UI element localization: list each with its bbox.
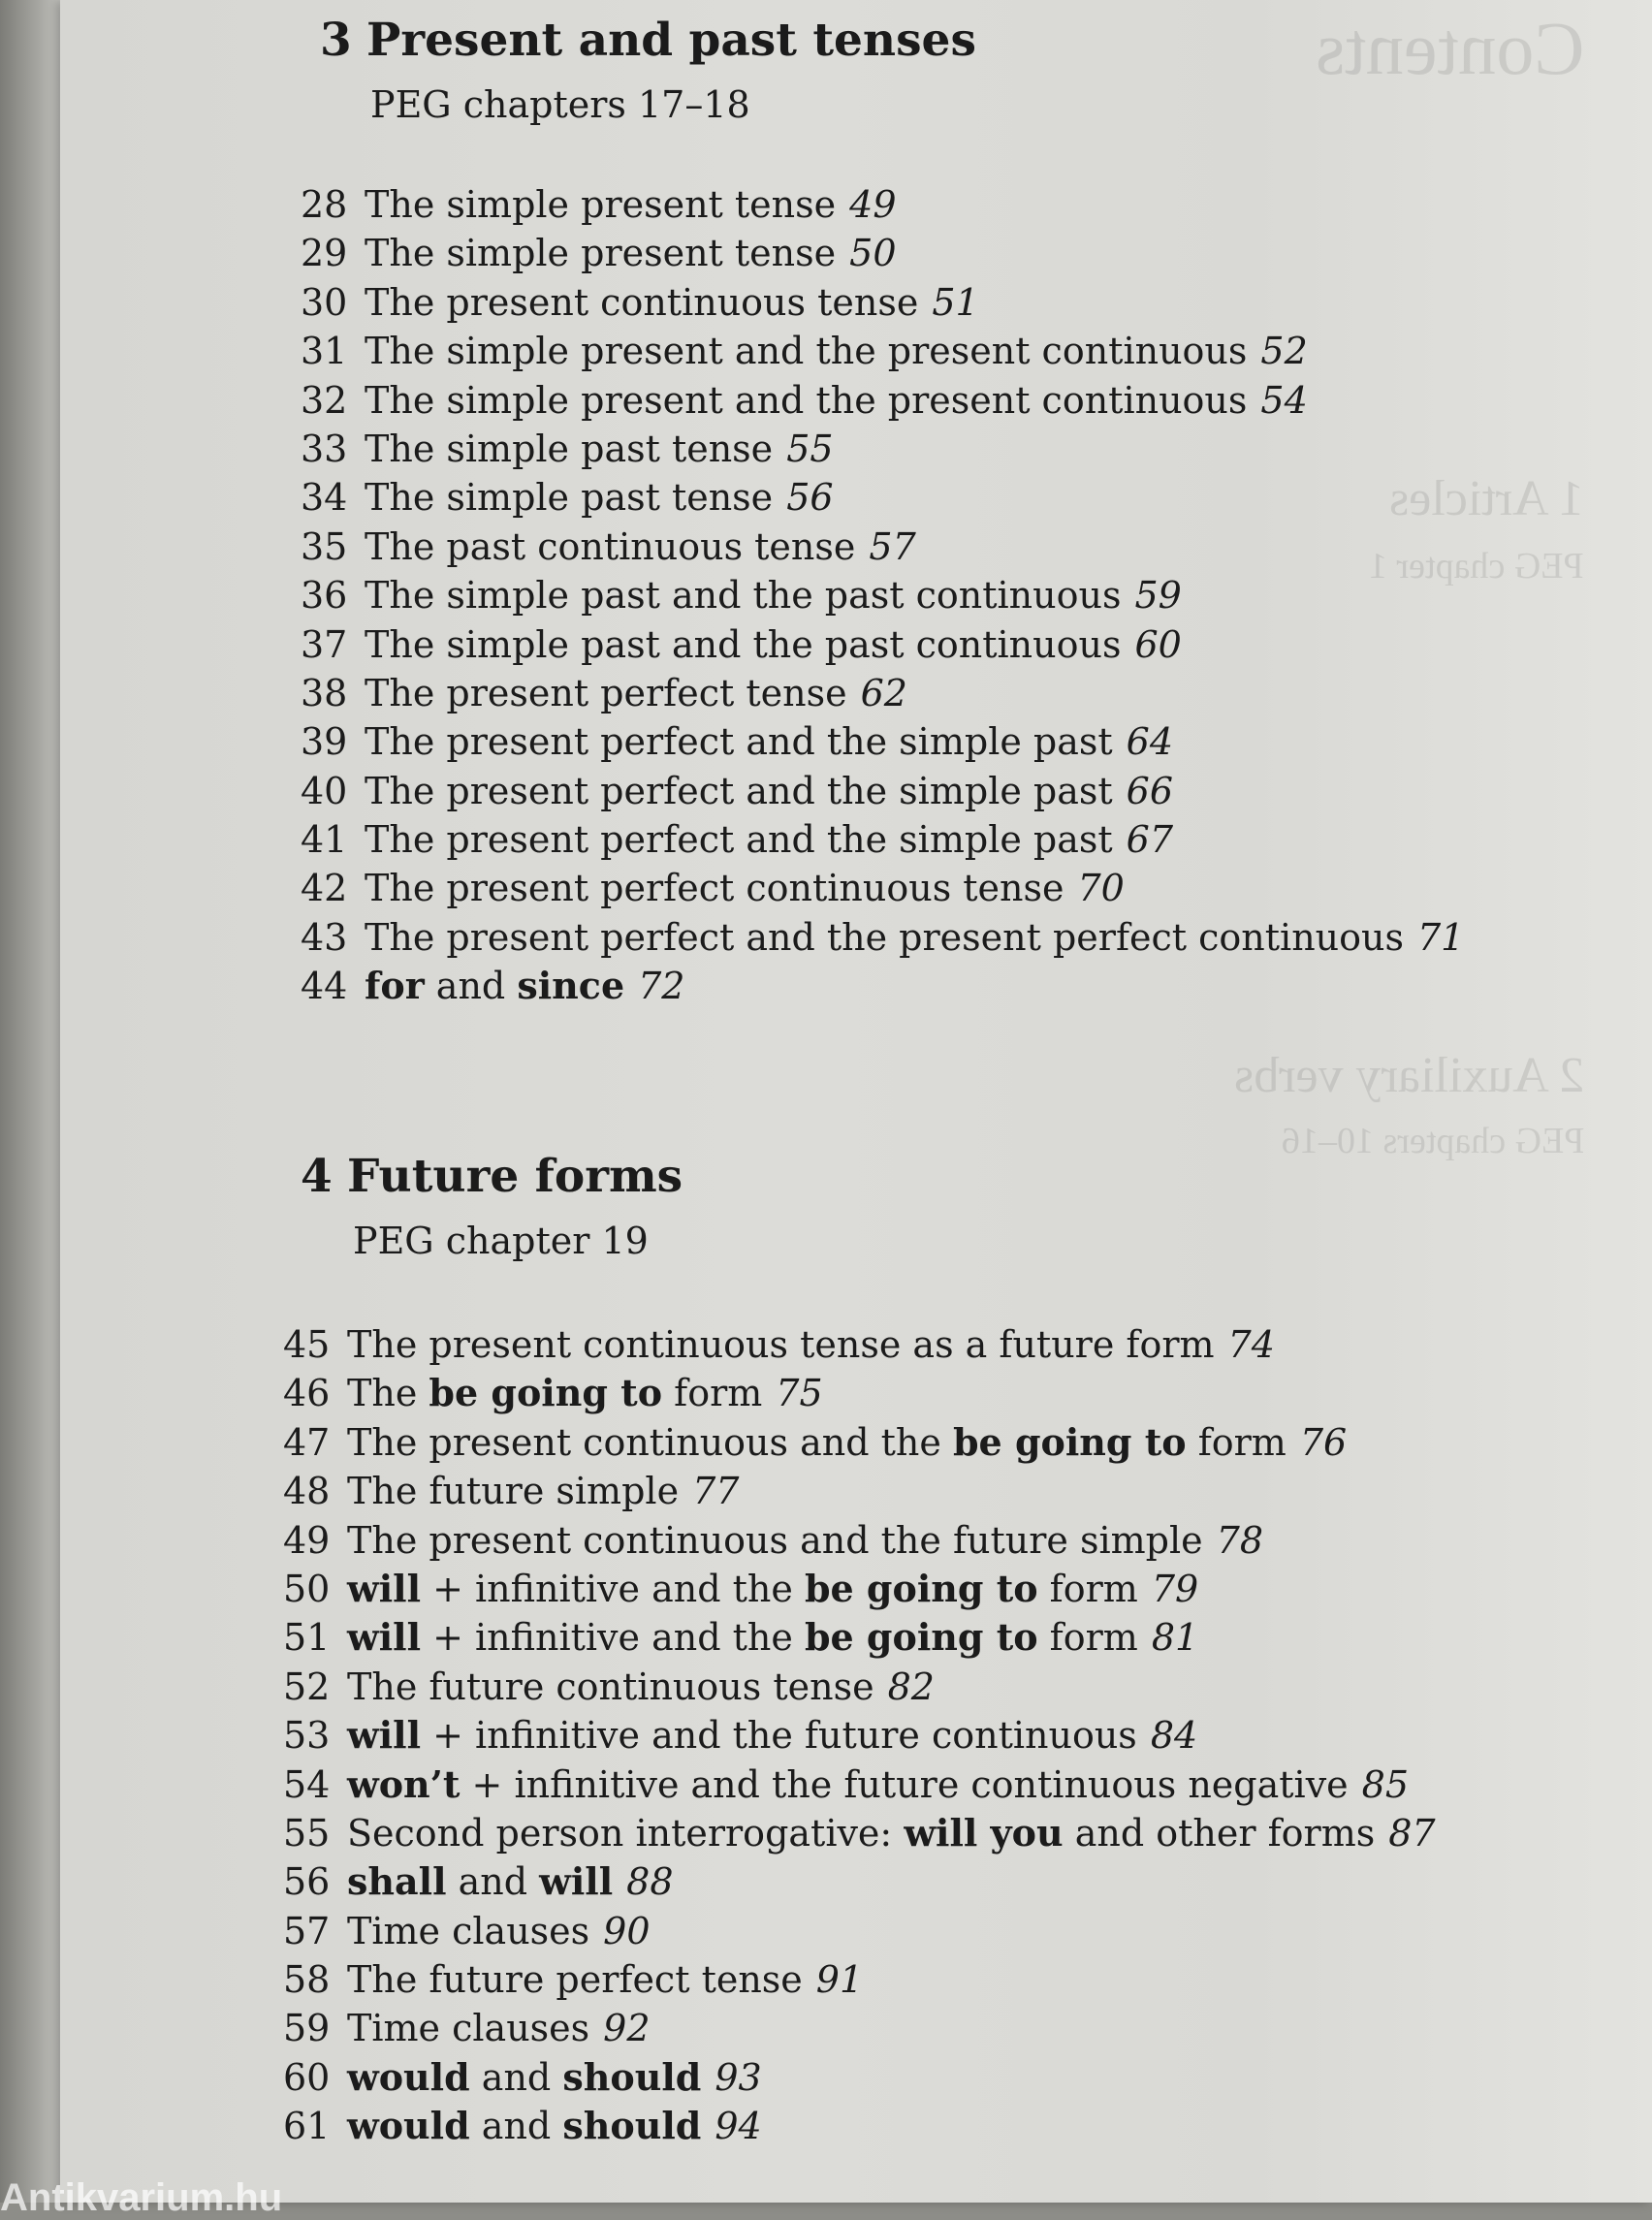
entry-number: 39 <box>301 720 348 764</box>
entry-number: 37 <box>301 622 348 666</box>
entry-number: 31 <box>301 330 348 373</box>
toc-entry <box>301 523 1464 571</box>
entry-title-part: The simple present and the present continuous <box>365 378 1248 422</box>
entry-title-part: The present continuous and the <box>347 1420 953 1464</box>
entry-number: 40 <box>301 769 348 812</box>
toc-entry <box>283 1809 1436 1857</box>
entry-page-number: 81 <box>1151 1616 1199 1660</box>
entry-title <box>365 916 1404 959</box>
entry-page-number: 51 <box>932 280 979 324</box>
entry-page-number: 59 <box>1134 574 1182 618</box>
entry-page-number: 54 <box>1260 378 1308 422</box>
bleed-through-section1-sub: PEG chapter 1 <box>1369 546 1584 587</box>
entry-page-number: 93 <box>715 2055 762 2099</box>
entry-page-number: 90 <box>603 1909 651 1952</box>
entry-page-number: 62 <box>860 671 907 714</box>
entry-page-number: 91 <box>815 1958 864 2002</box>
entry-title-part: form <box>1037 1567 1138 1610</box>
entry-page-number: 84 <box>1150 1714 1198 1758</box>
section-4-title: Future forms <box>347 1150 683 1203</box>
entry-title <box>347 2105 701 2147</box>
entry-number: 53 <box>283 1714 331 1758</box>
toc-entry <box>301 913 1464 962</box>
entry-title <box>365 232 836 274</box>
entry-title-part: + infinitive and the <box>421 1567 805 1610</box>
entry-title <box>365 428 773 470</box>
entry-title <box>365 525 855 568</box>
entry-page-number: 77 <box>692 1470 740 1513</box>
entry-page-number: 75 <box>776 1372 823 1415</box>
toc-entry <box>283 1955 1436 2004</box>
entry-title-part: and <box>446 1860 540 1904</box>
bleed-through-section2-sub: PEG chapters 10–16 <box>1281 1121 1584 1161</box>
toc-entry <box>283 1565 1436 1613</box>
entry-title <box>365 379 1247 422</box>
entry-number: 52 <box>283 1665 331 1708</box>
entry-title <box>365 818 1113 861</box>
entry-number: 49 <box>283 1518 331 1562</box>
entry-page-number: 70 <box>1077 867 1125 910</box>
entry-number: 56 <box>283 1860 331 1904</box>
entry-title-part: would <box>347 2054 470 2099</box>
entry-title-part: The future simple <box>347 1470 680 1513</box>
entry-title-part: The simple present tense <box>365 183 837 226</box>
watermark: Antikvarium.hu <box>0 2176 283 2219</box>
entry-title-part: form <box>1186 1420 1287 1464</box>
toc-entry <box>283 1516 1436 1565</box>
entry-title-part: will <box>347 1713 422 1758</box>
entry-title-part: + infinitive and the <box>421 1616 805 1660</box>
entry-title <box>347 1568 1138 1610</box>
entry-title <box>365 281 918 324</box>
entry-title <box>365 965 624 1007</box>
section-3-subtitle: PEG chapters 17–18 <box>370 83 750 126</box>
entry-number: 32 <box>301 378 348 422</box>
toc-entry <box>283 1467 1436 1515</box>
entry-title-part: Time clauses <box>347 2007 590 2050</box>
entry-title-part: The simple present and the present continuous <box>365 330 1248 373</box>
entry-title <box>347 1470 679 1512</box>
entry-title-part: would <box>347 2104 470 2148</box>
section-3-number: 3 <box>320 14 352 67</box>
entry-title <box>365 574 1121 617</box>
toc-entry <box>301 278 1464 327</box>
entry-number: 54 <box>283 1762 331 1806</box>
entry-number: 33 <box>301 427 348 470</box>
entry-number: 30 <box>301 280 348 324</box>
entry-page-number: 49 <box>849 183 897 226</box>
entry-title-part: won’t <box>347 1761 461 1806</box>
toc-entry <box>283 1369 1436 1417</box>
bleed-through-section2: 2 Auxiliary verbs <box>1233 1048 1584 1103</box>
entry-number: 48 <box>283 1470 331 1513</box>
toc-entry <box>283 1663 1436 1711</box>
entry-title-part: Second person interrogative: <box>347 1811 905 1855</box>
toc-entry <box>301 669 1464 717</box>
entry-page-number: 92 <box>603 2007 651 2050</box>
entry-title-part: shall <box>347 1859 447 1904</box>
entry-title-part: + infinitive and the future continuous <box>421 1714 1137 1758</box>
entry-title <box>347 1763 1349 1806</box>
entry-number: 51 <box>283 1616 331 1660</box>
toc-entry <box>301 376 1464 425</box>
entry-title-part: The simple past and the past continuous <box>365 622 1122 666</box>
entry-title-part: The past continuous tense <box>365 524 856 568</box>
entry-number: 46 <box>283 1372 331 1415</box>
entry-page-number: 66 <box>1126 769 1174 812</box>
entry-number: 55 <box>283 1811 331 1855</box>
entry-title-part: The simple past tense <box>365 476 774 520</box>
toc-entry <box>301 473 1464 522</box>
toc-entry <box>301 425 1464 473</box>
entry-page-number: 55 <box>786 427 834 470</box>
entry-number: 47 <box>283 1420 331 1464</box>
entry-title-part: + infinitive and the future continuous negative <box>460 1762 1349 1806</box>
entry-page-number: 67 <box>1126 818 1174 862</box>
toc-entry <box>301 864 1464 912</box>
entry-title-part: The future continuous tense <box>347 1665 874 1708</box>
entry-title-part: The simple past tense <box>365 427 774 470</box>
entry-title-part: Time clauses <box>347 1909 590 1952</box>
entry-number: 58 <box>283 1958 331 2002</box>
toc-entry <box>283 1418 1436 1467</box>
entry-title-part: will <box>539 1859 614 1904</box>
entry-page-number: 74 <box>1227 1323 1275 1366</box>
toc-entry <box>301 229 1464 277</box>
section-3-heading <box>320 14 976 67</box>
entry-title-part: should <box>562 2104 702 2148</box>
entry-title-part: be going to <box>804 1615 1038 1660</box>
entry-page-number: 85 <box>1361 1762 1410 1806</box>
bleed-through-contents: Contents <box>1315 6 1584 90</box>
entry-page-number: 50 <box>849 232 897 275</box>
entry-title <box>365 476 773 519</box>
entry-title-part: The present perfect and the simple past <box>365 720 1113 764</box>
entry-number: 42 <box>301 867 348 910</box>
section-3-entries <box>301 180 1464 1011</box>
entry-title <box>365 770 1113 812</box>
section-4-entries <box>283 1320 1436 2151</box>
entry-page-number: 87 <box>1388 1811 1436 1855</box>
entry-page-number: 79 <box>1151 1567 1199 1610</box>
entry-title <box>365 867 1064 909</box>
entry-title <box>347 1665 874 1708</box>
entry-number: 28 <box>301 183 348 226</box>
entry-title-part: be going to <box>952 1419 1187 1464</box>
entry-title-part: The present perfect and the present perfect continuous <box>365 915 1404 959</box>
entry-number: 34 <box>301 476 348 520</box>
entry-title-part: since <box>517 964 625 1008</box>
entry-number: 61 <box>283 2105 331 2148</box>
entry-title-part: The present perfect and the simple past <box>365 769 1113 812</box>
toc-entry <box>283 1907 1436 1955</box>
entry-number: 59 <box>283 2007 331 2050</box>
entry-title <box>365 183 836 226</box>
entry-number: 35 <box>301 524 348 568</box>
entry-title-part: form <box>662 1372 763 1415</box>
entry-title <box>365 330 1247 372</box>
toc-entry <box>283 2053 1436 2102</box>
entry-title <box>347 2007 589 2049</box>
entry-title-part: The present continuous tense <box>365 280 919 324</box>
entry-page-number: 82 <box>887 1665 935 1708</box>
entry-number: 43 <box>301 915 348 959</box>
entry-title-part: The present perfect continuous tense <box>365 867 1064 910</box>
entry-page-number: 94 <box>715 2105 762 2148</box>
entry-title <box>347 2056 701 2099</box>
entry-title <box>347 1323 1215 1366</box>
entry-number: 60 <box>283 2055 331 2099</box>
entry-number: 45 <box>283 1323 331 1366</box>
toc-entry <box>283 2004 1436 2052</box>
entry-title-part: The <box>347 1372 429 1415</box>
entry-number: 50 <box>283 1567 331 1610</box>
entry-title-part: be going to <box>804 1566 1038 1610</box>
entry-page-number: 78 <box>1216 1518 1263 1562</box>
toc-entry <box>301 620 1464 669</box>
entry-title-part: will <box>347 1615 422 1660</box>
entry-title <box>365 623 1121 666</box>
entry-title-part: be going to <box>429 1371 663 1415</box>
toc-entry <box>301 180 1464 229</box>
entry-page-number: 52 <box>1260 330 1308 373</box>
entry-number: 57 <box>283 1909 331 1952</box>
background-left-edge <box>0 0 68 2203</box>
entry-title-part: and <box>469 2055 563 2099</box>
entry-title-part: The future perfect tense <box>347 1958 803 2002</box>
entry-page-number: 72 <box>638 965 685 1008</box>
entry-title <box>347 1519 1203 1562</box>
entry-title <box>347 1421 1287 1464</box>
entry-title-part: and <box>424 965 518 1008</box>
entry-title <box>347 1812 1375 1855</box>
toc-entry <box>283 2102 1436 2150</box>
entry-title-part: and other forms <box>1063 1811 1376 1855</box>
toc-entry <box>301 962 1464 1010</box>
bleed-through-section1: 1 Articles <box>1389 471 1584 526</box>
entry-title-part: The simple past and the past continuous <box>365 574 1122 618</box>
toc-entry <box>283 1613 1436 1662</box>
entry-title <box>347 1958 803 2001</box>
entry-page-number: 60 <box>1134 622 1182 666</box>
entry-number: 38 <box>301 671 348 714</box>
toc-entry <box>301 327 1464 375</box>
entry-title-part: for <box>365 964 425 1008</box>
entry-number: 36 <box>301 574 348 618</box>
entry-page-number: 88 <box>626 1860 674 1904</box>
entry-title-part: The simple present tense <box>365 232 837 275</box>
toc-entry <box>301 815 1464 864</box>
entry-title <box>347 1372 762 1414</box>
entry-page-number: 71 <box>1417 915 1465 959</box>
entry-title <box>347 1616 1138 1659</box>
entry-title <box>347 1860 613 1903</box>
entry-title-part: The present perfect and the simple past <box>365 818 1113 862</box>
section-3-title: Present and past tenses <box>366 14 976 67</box>
toc-entry <box>283 1857 1436 1906</box>
entry-title-part: will you <box>904 1810 1064 1855</box>
entry-title-part: should <box>562 2054 702 2099</box>
toc-entry <box>301 717 1464 766</box>
entry-title <box>347 1910 589 1952</box>
entry-title-part: will <box>347 1566 422 1610</box>
entry-title-part: The present perfect tense <box>365 671 847 714</box>
entry-title <box>365 720 1113 763</box>
toc-entry <box>301 767 1464 815</box>
toc-entry <box>283 1711 1436 1760</box>
entry-page-number: 76 <box>1299 1420 1348 1464</box>
toc-entry <box>283 1320 1436 1369</box>
entry-number: 29 <box>301 232 348 275</box>
entry-title-part: form <box>1037 1616 1138 1660</box>
entry-number: 41 <box>301 818 348 862</box>
entry-title <box>365 672 847 714</box>
section-4-number: 4 <box>301 1150 333 1203</box>
entry-title <box>347 1714 1137 1757</box>
section-4-heading <box>301 1150 683 1203</box>
entry-title-part: The present continuous tense as a future form <box>347 1323 1215 1366</box>
entry-number: 44 <box>301 965 348 1008</box>
section-4-subtitle: PEG chapter 19 <box>353 1220 649 1262</box>
entry-page-number: 64 <box>1126 720 1174 764</box>
toc-entry <box>283 1760 1436 1809</box>
entry-title-part: and <box>469 2105 563 2148</box>
toc-entry <box>301 571 1464 619</box>
entry-page-number: 57 <box>869 524 916 568</box>
entry-page-number: 56 <box>786 476 834 520</box>
entry-title-part: The present continuous and the future simple <box>347 1518 1203 1562</box>
